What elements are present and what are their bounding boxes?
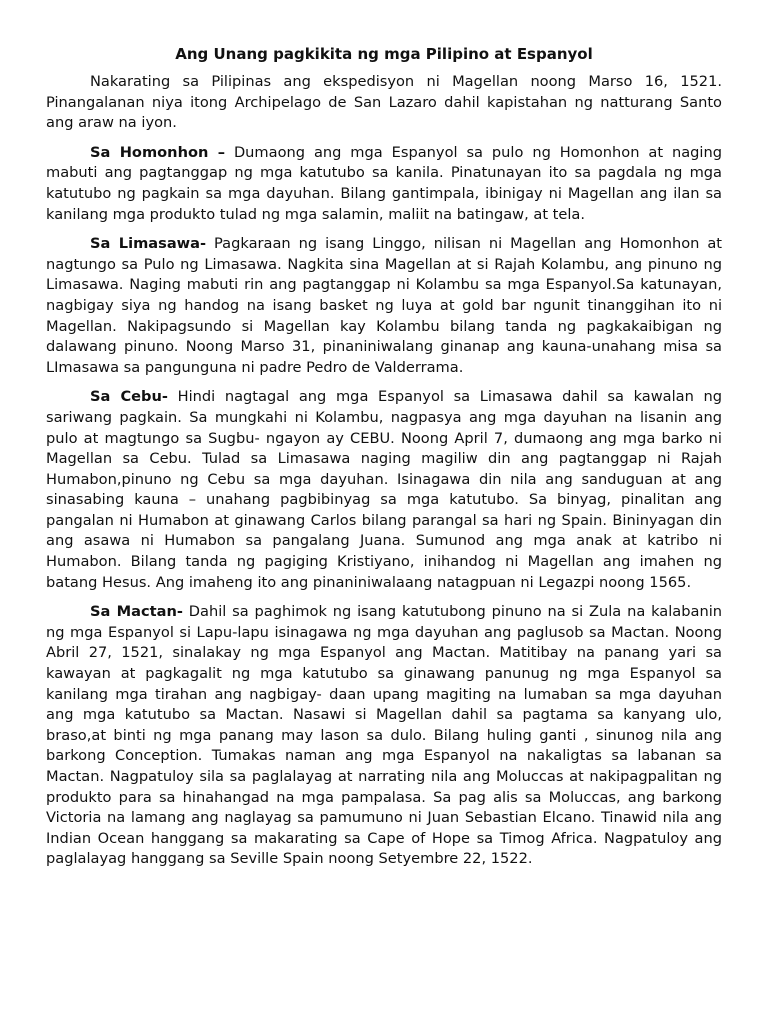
section-limasawa (46, 234, 722, 378)
section-body-homonhon: Dumaong ang mga Espanyol sa pulo ng Homonhon at naging mabuti ang pagtanggap ng mga katutubo sa kanila. Pinatunayan ito sa pagdala ng mga katutubo ng pagkain sa mga dayuhan. Bilang gantimpala, ibinigay ni Magellan ang ilan sa kanilang mga produkto tulad ng mga salamin, maliit na batingaw, at tela. (46, 143, 722, 223)
section-cebu (46, 387, 722, 593)
section-heading-mactan: Sa Mactan- (90, 603, 183, 621)
intro-paragraph: Nakarating sa Pilipinas ang ekspedisyon ni Magellan noong Marso 16, 1521. Pinangalanan niya itong Archipelago de San Lazaro dahil kapistahan ng natturang Santo ang araw na iyon. (46, 73, 722, 132)
section-body-mactan: Dahil sa paghimok ng isang katutubong pinuno na si Zula na kalabanin ng mga Espanyol si Lapu-lapu isinagawa ng mga dayuhan ang paglusob sa Mactan. Noong Abril 27, 1521, sinalakay ng mga Espanyol ang Mactan. Matitibay na panang yari sa kawayan at pagkagalit ng mga katutubo sa ginawang panunug ng mga Espanyol sa kanilang mga tirahan ang nagbigay- daan upang magiting na lumaban sa mga dayuhan ang mga katutubo sa Mactan. Nasawi si Magellan dahil sa pagtama sa kanyang ulo, braso,at binti ng mga panang may lason sa dulo. Bilang huling ganti , sinunog nila ang barkong Conception. Tumakas naman ang mga Espanyol na nakaligtas sa labanan sa Mactan. Nagpatuloy sila sa paglalayag at narrating nila ang Moluccas at nakipagpalitan ng produkto para sa hinahangad na mga pampalasa. Sa pag alis sa Moluccas, ang barkong Victoria na lamang ang naglayag sa pamumuno ni Juan Sebastian Elcano. Tinawid nila ang Indian Ocean hanggang sa makarating sa Cape of Hope sa Timog Africa. Nagpatuloy ang paglalayag hanggang sa Seville Spain noong Setyembre 22, 1522. (46, 603, 723, 868)
section-heading-cebu: Sa Cebu- (90, 388, 168, 406)
section-body-cebu: Hindi nagtagal ang mga Espanyol sa Limasawa dahil sa kawalan ng sariwang pagkain. Sa mungkahi ni Kolambu, nagpasya ang mga dayuhan na lisanin ang pulo at magtungo sa Sugbu- ngayon ay CEBU. Noong April 7, dumaong ang mga barko ni Magellan sa Cebu. Tulad sa Limasawa naging magiliw din ang pagtanggap ni Rajah Humabon,pinuno ng Cebu sa mga dayuhan. Isinagawa din nila ang sanduguan at ang sinasabing kauna – unahang pagbibinyag sa mga katutubo. Sa binyag, pinalitan ang pangalan ni Humabon at ginawang Carlos bilang parangal sa hari ng Spain. Bininyagan din ang asawa ni Humabon sa pangalang Juana. Sumunod ang mga anak at katribo ni Humabon. Bilang tanda ng pagiging Kristiyano, inihandog ni Magellan ang imahen ng batang Hesus. Ang imaheng ito ang pinaniniwalaang natagpuan ni Legazpi noong 1565. (46, 388, 722, 591)
section-homonhon (46, 143, 722, 225)
section-body-limasawa: Pagkaraan ng isang Linggo, nilisan ni Magellan ang Homonhon at nagtungo sa Pulo ng Limasawa. Nagkita sina Magellan at si Rajah Kolambu, ang pinuno ng Limasawa. Naging mabuti rin ang pagtanggap ni Kolambu sa mga Espanyol.Sa katunayan, nagbigay siya ng handog na isang basket ng luya at gold bar ngunit tinanggihan ito ni Magellan. Nakipagsundo si Magellan kay Kolambu bilang tanda ng pagkakaibigan ng dalawang pinuno. Noong Marso 31, pinaniniwalang ginanap ang kauna-unahang misa sa LImasawa sa pangunguna ni padre Pedro de Valderrama. (46, 235, 723, 376)
section-heading-limasawa: Sa Limasawa- (90, 235, 207, 253)
document-title: Ang Unang pagkikita ng mga Pilipino at Espanyol (175, 45, 593, 63)
section-mactan (46, 602, 722, 870)
section-heading-homonhon: Sa Homonhon – (90, 143, 226, 161)
